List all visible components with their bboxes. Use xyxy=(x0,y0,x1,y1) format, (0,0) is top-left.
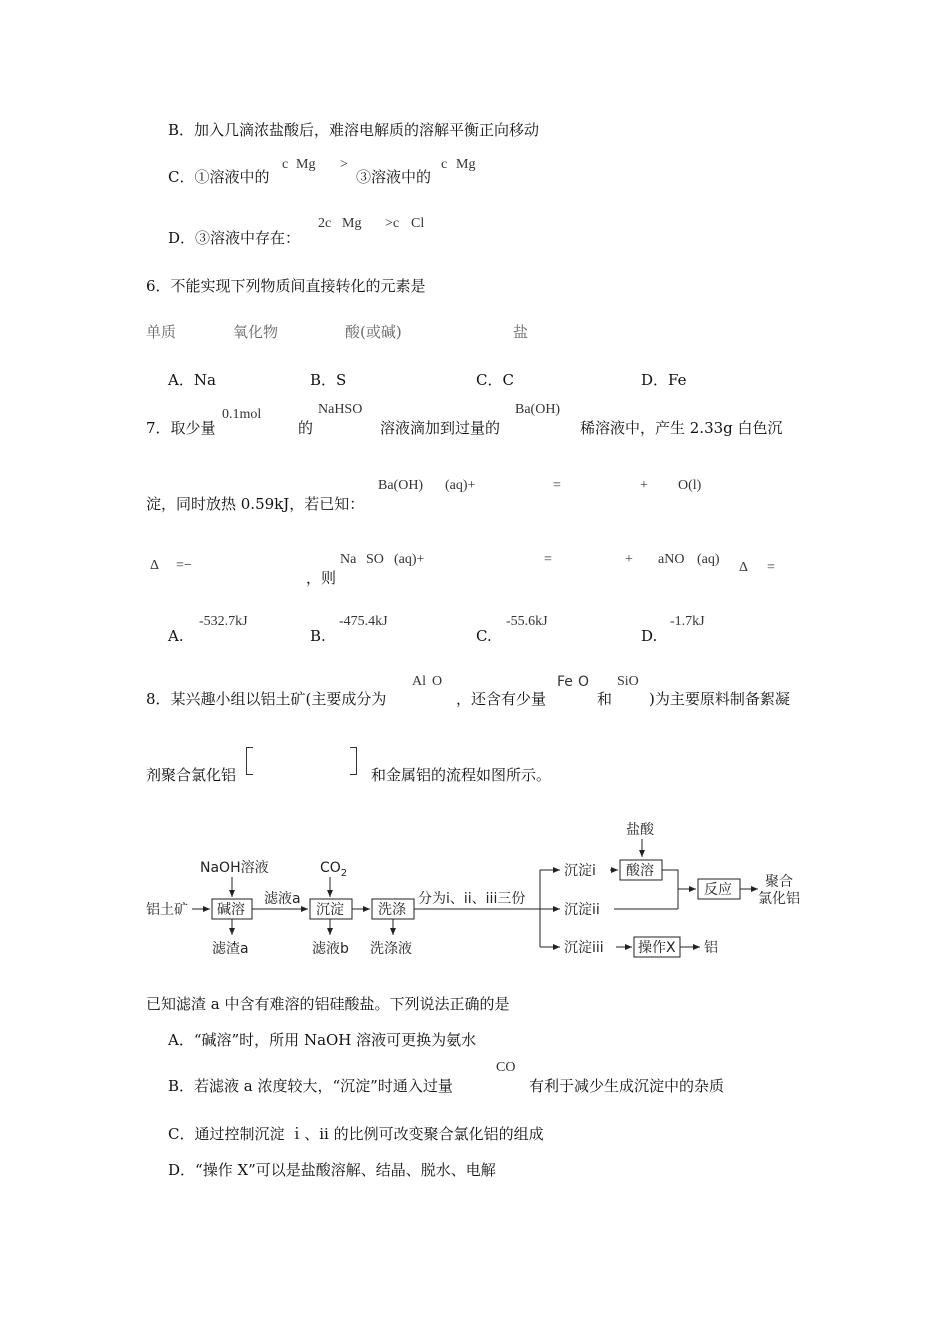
q5-c-formula-2: Mg xyxy=(296,157,316,172)
q8-note: 已知滤渣 a 中含有难溶的铝硅酸盐。下列说法正确的是 xyxy=(146,995,510,1013)
q7-eq1-f1: Ba(OH) xyxy=(378,478,424,493)
q8-f-sio2: SiO xyxy=(617,674,639,689)
flow-chendian: 沉淀 xyxy=(316,902,344,918)
q6-option-c: C．C xyxy=(476,371,514,389)
q5-c-formula-5: Mg xyxy=(456,157,476,172)
q7-line1-c: 溶液滴加到过量的 xyxy=(380,419,501,437)
q8-option-d: D．“操作 X”可以是盐酸溶解、结晶、脱水、电解 xyxy=(168,1161,496,1179)
flow-lv: 铝 xyxy=(704,940,718,956)
q8-f-fe: Fe xyxy=(557,674,573,690)
q7-eq3-eq: = xyxy=(767,560,775,575)
q7-line1-d: 稀溶液中，产生 2.33g 白色沉 xyxy=(580,419,783,437)
q5-d-formula-2: Mg xyxy=(342,216,362,231)
q7-eq3-so: SO xyxy=(366,552,384,567)
q5-d-formula-3: >c xyxy=(385,216,400,231)
flow-xidiye: 洗涤液 xyxy=(370,941,412,957)
q8-f-o2: O xyxy=(578,674,590,690)
flow-co2: $CO_2$ xyxy=(320,860,348,879)
q6-option-a: A．Na xyxy=(168,371,216,389)
q7-value-b: -475.4kJ xyxy=(339,614,388,629)
q5-c-formula-4: c xyxy=(441,157,448,172)
q7-option-d: D. xyxy=(641,627,658,645)
q5-option-b: B．加入几滴浓盐酸后，难溶电解质的溶解平衡正向移动 xyxy=(168,121,540,139)
flow-naoh: NaOH溶液 xyxy=(200,860,269,876)
q5-option-c-prefix: C．①溶液中的 xyxy=(168,168,270,186)
q7-line1-a: 7．取少量 xyxy=(146,419,216,437)
q7-value-a: -532.7kJ xyxy=(199,614,248,629)
q7-eq1-f2: (aq)+ xyxy=(445,478,476,493)
q7-eq1-f3: = xyxy=(553,478,561,493)
q7-eq3-aq2: (aq) xyxy=(697,552,720,567)
q7-line1-b: 的 xyxy=(298,419,314,437)
flow-split: 分为i、ii、iii三份 xyxy=(418,891,526,907)
bracket-left xyxy=(246,747,253,775)
q7-option-c: C. xyxy=(476,627,492,645)
q6-chain-oxide: 氧化物 xyxy=(233,323,279,341)
q5-option-c-mid: ③溶液中的 xyxy=(356,168,432,186)
q8-line1-c: 和 xyxy=(597,690,613,708)
q7-eq3-aq: (aq)+ xyxy=(394,552,425,567)
q5-c-formula-3: > xyxy=(340,157,348,172)
q5-c-formula-1: c xyxy=(282,157,289,172)
flow-xidi: 洗涤 xyxy=(378,902,406,918)
flow-jianrong: 碱溶 xyxy=(217,902,245,918)
bracket-right xyxy=(350,747,357,775)
flow-lvye-a: 滤液a xyxy=(264,891,301,907)
flow-cd3: 沉淀iii xyxy=(564,940,604,956)
q7-formula-amount: 0.1mol xyxy=(222,407,262,422)
flow-product-1: 聚合 xyxy=(765,874,793,890)
q8-option-b-co2: CO xyxy=(496,1060,516,1075)
q6-chain-element: 单质 xyxy=(146,323,177,341)
q8-line2-b: 和金属铝的流程如图所示。 xyxy=(371,766,552,784)
flow-fanying: 反应 xyxy=(704,882,732,898)
q8-line1-a: 8．某兴趣小组以铝土矿(主要成分为 xyxy=(146,690,387,708)
q8-line2-a: 剂聚合氯化铝 xyxy=(146,766,237,784)
q8-option-b-b: 有利于减少生成沉淀中的杂质 xyxy=(529,1077,725,1095)
q8-line1-b: ，还含有少量 xyxy=(456,690,547,708)
q7-eq3-equals: = xyxy=(544,552,552,567)
flow-lvzha: 滤渣a xyxy=(212,941,249,957)
flow-cd2: 沉淀ii xyxy=(564,902,600,918)
q5-d-formula-4: Cl xyxy=(411,216,425,231)
q8-option-c: C．通过控制沉淀 ｉ、ii 的比例可改变聚合氯化铝的组成 xyxy=(168,1125,544,1143)
q7-option-a: A. xyxy=(168,627,184,645)
flow-cd1: 沉淀i xyxy=(564,863,596,879)
flow-caozuo: 操作X xyxy=(638,940,676,956)
q7-formula-nahso4: NaHSO xyxy=(318,402,363,417)
q7-eq3-na: Na xyxy=(340,552,357,567)
flow-yansuan: 盐酸 xyxy=(626,822,654,838)
q7-option-b: B. xyxy=(310,627,326,645)
q8-option-b-a: B．若滤液 a 浓度较大，“沉淀”时通入过量 xyxy=(168,1077,453,1095)
q7-eq1-f5: O(l) xyxy=(678,478,702,493)
process-flow-diagram xyxy=(140,815,820,965)
q7-line2-a: 淀，同时放热 0.59kJ，若已知： xyxy=(146,495,365,513)
q7-value-d: -1.7kJ xyxy=(670,614,705,629)
q6-chain-acid: 酸(或碱) xyxy=(345,323,402,341)
q5-option-d-prefix: D．③溶液中存在： xyxy=(168,229,301,247)
q8-f-al: Al xyxy=(412,674,426,689)
q5-d-formula-1: 2c xyxy=(318,216,332,231)
q8-f-o: O xyxy=(432,674,443,689)
flow-product-2: 氯化铝 xyxy=(758,891,800,907)
q7-eq3-delta: Δ xyxy=(739,560,749,575)
q7-eq1-f4: + xyxy=(640,478,648,493)
q7-eq3-nano3: aNO xyxy=(658,552,685,567)
q6-stem: 6．不能实现下列物质间直接转化的元素是 xyxy=(146,277,426,295)
flow-suanrong: 酸溶 xyxy=(626,863,654,879)
q7-eq2-delta: Δ xyxy=(150,558,160,573)
q7-eq2-minus: =− xyxy=(176,558,192,573)
q7-line3-then: ，则 xyxy=(306,569,337,587)
q6-chain-salt: 盐 xyxy=(513,323,529,341)
q6-option-b: B．S xyxy=(310,371,347,389)
flow-lvye-b: 滤液b xyxy=(312,941,349,957)
flow-ore: 铝土矿 xyxy=(146,902,188,918)
q8-option-a: A．“碱溶”时，所用 NaOH 溶液可更换为氨水 xyxy=(168,1031,477,1049)
q6-option-d: D．Fe xyxy=(641,371,687,389)
q7-formula-baoh2: Ba(OH) xyxy=(515,402,561,417)
q7-value-c: -55.6kJ xyxy=(506,614,548,629)
q8-line1-d: )为主要原料制备絮凝 xyxy=(649,690,790,708)
q7-eq3-plus: + xyxy=(625,552,633,567)
